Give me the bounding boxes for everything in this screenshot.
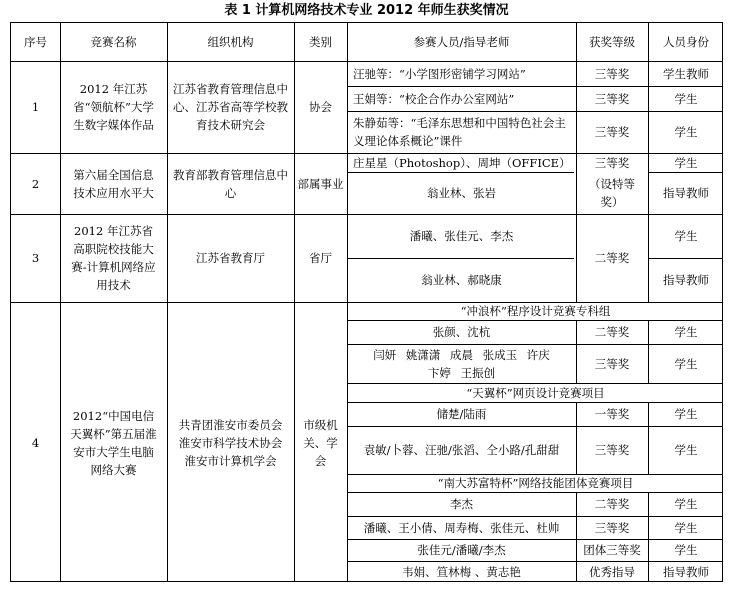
header-cell-category: 类别 — [309, 35, 332, 49]
organizer: 江苏省教育管理信息中心、江苏省高等学校教育技术研究会 — [173, 82, 288, 132]
role: 学生 — [674, 125, 698, 139]
role: 学生 — [674, 155, 698, 170]
award-level: 二等奖 — [594, 251, 630, 265]
role: 指导教师 — [663, 186, 709, 200]
role: 学生 — [674, 91, 698, 106]
awards-table — [10, 22, 723, 582]
role: 学生 — [674, 407, 698, 421]
role: 学生 — [674, 356, 698, 371]
section-title: “南大苏富特杯”网络技能团体竞赛项目 — [437, 476, 634, 490]
participants: 袁敏/卜蓉、汪驰/张滔、仝小路/孔甜甜 — [363, 443, 560, 457]
award-level: 三等奖 — [594, 66, 630, 81]
header-cell-participants: 参赛人员/指导老师 — [413, 35, 510, 49]
award-level: 团体三等奖 — [583, 543, 641, 557]
role: 指导教师 — [663, 565, 709, 579]
participants: 翁业林、郝晓康 — [421, 273, 502, 287]
role: 学生 — [674, 325, 698, 339]
table-caption: 表 1 计算机网络技术专业 2012 年师生获奖情况 — [224, 3, 509, 18]
participants: 王娟等：“校企合作办公室网站” — [353, 91, 515, 106]
award-level: 二等奖 — [594, 325, 630, 339]
role: 指导教师 — [663, 273, 709, 287]
header-cell-name: 竞赛名称 — [90, 35, 137, 49]
award-level: 三等奖 — [594, 356, 630, 371]
award-note: （设特等奖） — [589, 177, 635, 209]
organizer: 江苏省教育厅 — [196, 251, 265, 265]
section-title: “冲浪杯”程序设计竞赛专科组 — [460, 304, 611, 318]
award-level: 三等奖 — [594, 155, 630, 170]
award-level: 二等奖 — [594, 497, 630, 511]
award-level: 优秀指导 — [589, 565, 635, 579]
participants: 翁业林、张岩 — [427, 186, 496, 200]
award-level: 三等奖 — [594, 520, 630, 535]
role: 学生教师 — [663, 66, 709, 81]
award-level: 三等奖 — [594, 91, 630, 106]
role: 学生 — [674, 229, 698, 243]
competition-name: 2012 年江苏省高职院校技能大赛-计算机网络应用技术 — [71, 224, 156, 292]
category: 市级机关、学会 — [303, 417, 338, 468]
participants: 李杰 — [450, 497, 473, 511]
category: 协会 — [309, 100, 332, 114]
header-cell-org: 组织机构 — [207, 35, 254, 49]
organizer: 教育部教育管理信息中心 — [173, 167, 288, 200]
award-level: 三等奖 — [594, 443, 630, 457]
participants: 储楚/陆雨 — [436, 407, 487, 421]
row-number: 3 — [31, 251, 40, 265]
role: 学生 — [674, 497, 698, 511]
organizer: 共青团淮安市委员会淮安市科学技术协会淮安市计算机学会 — [178, 417, 283, 468]
role: 学生 — [674, 520, 698, 535]
participants: 潘曦、张佳元、李杰 — [409, 229, 514, 243]
category: 省厅 — [309, 251, 332, 265]
row-number: 4 — [31, 435, 40, 450]
row-number: 1 — [31, 100, 40, 114]
participants: 朱静茹等：“毛泽东思想和中国特色社会主义理论体系概论”课件 — [353, 116, 566, 148]
award-level: 三等奖 — [594, 125, 630, 139]
header-cell-role: 人员身份 — [663, 35, 709, 49]
category: 部属事业 — [297, 176, 344, 191]
participants: 闫妍 姚潇潇 成晨 张成玉 许庆 卞婷 王振创 — [373, 347, 550, 380]
row-number: 2 — [31, 176, 40, 191]
competition-name: 2012“中国电信天翼杯”第五届淮安市大学生电脑网络大赛 — [70, 408, 157, 477]
competition-name: 2012 年江苏省“领航杯”大学生数字媒体作品 — [73, 82, 154, 132]
role: 学生 — [674, 543, 698, 557]
competition-name: 第六届全国信息技术应用水平大 — [73, 167, 154, 200]
role: 学生 — [674, 443, 698, 457]
participants: 张佳元/潘曦/李杰 — [417, 543, 506, 557]
section-title: “天翼杯”网页设计竞赛项目 — [466, 385, 605, 400]
header-cell-no: 序号 — [24, 35, 47, 49]
participants: 张颜、沈杭 — [432, 325, 491, 339]
participants: 韦娟、笪林梅 、黄志艳 — [402, 565, 521, 579]
award-level: 一等奖 — [594, 407, 630, 421]
participants: 汪驰等：“小学图形密铺学习网站” — [353, 66, 526, 81]
participants: 庄星星（Photoshop）、周坤（OFFICE） — [353, 155, 571, 170]
header-cell-award: 获奖等级 — [589, 35, 635, 49]
participants: 潘曦、王小倩、周寿梅、张佳元、杜帅 — [363, 520, 560, 535]
